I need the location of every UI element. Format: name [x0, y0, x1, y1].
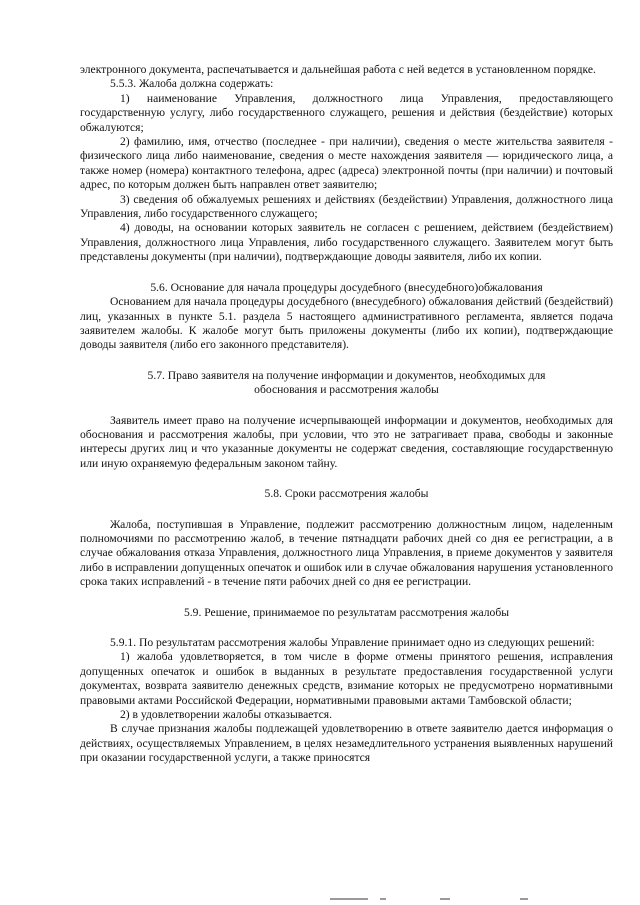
section-5-8-text: Жалоба, поступившая в Управление, подлежит рассмотрению должностным лицом, наделенным полномочиями по рассмотрению жалоб, в течение пятнадцати рабочих дней со дня ее регистрации, а в случае обжалования отказа Управления, должностного лица Управления, в приеме документов у заявителя либо в исправлении допущенных опечаток и ошибок или в случае обжалования нарушения установленного срока таких исправлений - в течение пяти рабочих дней со дня ее регистрации. [80, 517, 614, 589]
section-5-5-3-item-4: 4) доводы, на основании которых заявитель не согласен с решением, действием (бездействием) Управления, должностного лица Управления, либо государственного служащего. Заявителем могут быть представлены документы (при наличии), подтверждающие доводы заявителя, либо их копии. [80, 221, 613, 264]
scan-mark [520, 898, 528, 900]
section-5-5-3-item-1: 1) наименование Управления, должностного лица Управления, предоставляющего государственную услугу, либо государственного служащего, решения и действия (бездействие) которых обжалуются; [80, 91, 613, 134]
section-5-5-3-title: 5.5.3. Жалоба должна содержать: [110, 77, 274, 91]
section-5-5-3-item-3: 3) сведения об обжалуемых решениях и действиях (бездействии) Управления, должностного лица Управления, либо государственного служащего; [80, 192, 613, 221]
section-5-9-heading: 5.9. Решение, принимаемое по результатам рассмотрения жалобы [183, 605, 510, 619]
scan-mark [380, 898, 386, 900]
spacer [80, 502, 613, 518]
section-5-7-heading-line-2: обоснования и рассмотрения жалобы [254, 383, 439, 397]
spacer [80, 398, 613, 414]
section-5-9-1-item-2: 2) в удовлетворении жалобы отказывается. [120, 708, 332, 722]
section-5-6-text: Основанием для начала процедуры досудебного (внесудебного) обжалования действий (бездействий) лиц, указанных в пункте 5.1. раздела 5 настоящего административного регламента, является подача заявителем жалобы. К жалобе могут быть приложены документы (либо их копии), подтверждающие доводы заявителя (либо его законного представителя). [80, 295, 613, 352]
section-5-5-3-item-2: 2) фамилию, имя, отчество (последнее - при наличии), сведения о месте жительства заявителя - физического лица либо наименование, сведения о месте нахождения заявителя — юридического лица, а также номер (номера) контактного телефона, адрес (адреса) электронной почты (при наличии) и почтовый адрес, по которым должен быть направлен ответ заявителю; [80, 135, 613, 192]
scan-footer-marks [0, 895, 640, 903]
spacer [80, 353, 613, 369]
section-5-9-1-text: 5.9.1. По результатам рассмотрения жалобы Управление принимает одно из следующих решений: [110, 636, 595, 649]
section-5-9-1-final: В случае признания жалобы подлежащей удовлетворению в ответе заявителю дается информация о действиях, осуществляемых Управлением, в целях незамедлительного устранения выявленных нарушений при оказании государственной услуги, а также приносятся [80, 722, 613, 765]
spacer [80, 590, 613, 606]
section-5-7-heading-line-1: 5.7. Право заявителя на получение информации и документов, необходимых для [147, 368, 546, 382]
section-5-8-heading: 5.8. Сроки рассмотрения жалобы [264, 487, 429, 501]
scan-mark [440, 898, 450, 900]
section-5-9-1-item-1: 1) жалоба удовлетворяется, в том числе в форме отмены принятого решения, исправления допущенных опечаток и ошибок в выданных в результате предоставления государственной услуги документах, возврата заявителю денежных средств, взимание которых не предусмотрено нормативными правовыми актами Российской Федерации, нормативными правовыми актами Тамбовской области; [80, 650, 613, 707]
section-5-7-text: Заявитель имеет право на получение исчерпывающей информации и документов, необходимых для обоснования и рассмотрения жалобы, при условии, что это не затрагивает права, свободы и законные интересы других лиц и что указанные документы не содержат сведения, составляющие государственную или иную охраняемую федеральным законом тайну. [80, 413, 613, 470]
section-5-6-heading: 5.6. Основание для начала процедуры досудебного (внесудебного)обжалования [150, 280, 543, 294]
spacer [80, 620, 613, 636]
spacer [80, 265, 613, 281]
paragraph-intro: электронного документа, распечатывается и дальнейшая работа с ней ведется в установленном порядке. [80, 63, 596, 76]
spacer [80, 471, 613, 487]
document-body [80, 63, 613, 766]
scan-mark [330, 898, 368, 900]
